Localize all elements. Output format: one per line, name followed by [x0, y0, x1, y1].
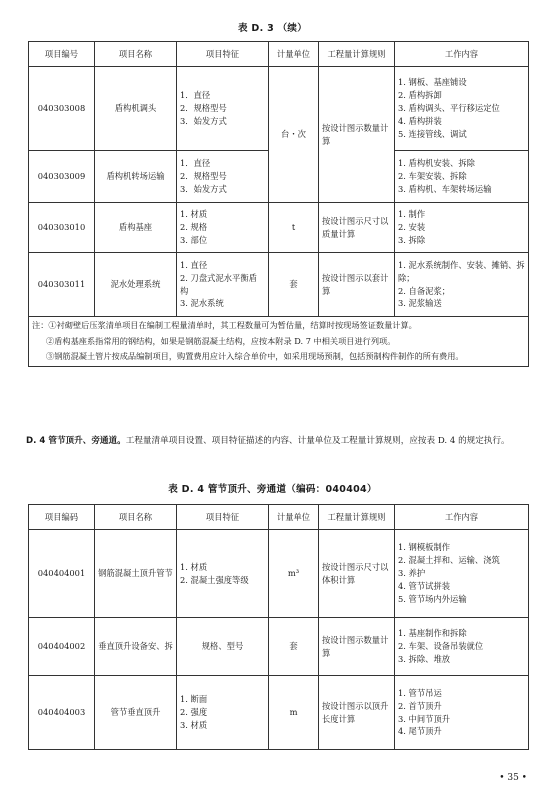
work-line: 1. 钢模板制作	[398, 542, 451, 553]
work-line: 5. 管节场内外运输	[398, 593, 467, 604]
item-work	[395, 530, 529, 618]
work-line: 2. 安装	[398, 222, 426, 233]
item-features	[177, 676, 269, 750]
item-unit: m	[269, 676, 319, 750]
item-rule: 按设计图示数量计算	[319, 67, 395, 203]
item-work	[395, 67, 529, 151]
col-header-code: 项目编码	[29, 505, 95, 530]
item-name: 钢筋混凝土顶升管节	[95, 530, 177, 618]
work-line: 2. 首节顶升	[398, 700, 442, 711]
work-line: 5. 连接管线、调试	[398, 128, 467, 139]
item-work	[395, 676, 529, 750]
item-code: 040404001	[29, 530, 95, 618]
item-work	[395, 618, 529, 676]
note-line: 注：①衬砌壁后压浆清单项目在编制工程量清单时，其工程数量可为暂估量，结算时按现场签证数量计算。	[32, 320, 417, 330]
col-header-name: 项目名称	[95, 505, 177, 530]
feature-line: 3．始发方式	[180, 115, 227, 126]
work-line: 1. 基座制作和拆除	[398, 628, 467, 639]
item-features	[177, 67, 269, 151]
feature-line: 2．规格型号	[180, 171, 227, 182]
item-code: 040303010	[29, 203, 95, 253]
item-unit: 套	[269, 618, 319, 676]
table-d3-caption: 表 D. 3 （续）	[237, 23, 308, 34]
col-header-name: 项目名称	[95, 42, 177, 67]
item-features	[177, 253, 269, 317]
col-header-work: 工作内容	[395, 505, 529, 530]
item-name: 盾构基座	[95, 203, 177, 253]
table-header-row	[29, 42, 529, 67]
item-rule: 按设计图示尺寸以体积计算	[319, 530, 395, 618]
work-line: 1. 钢板、基座铺设	[398, 77, 467, 88]
item-work	[395, 203, 529, 253]
item-work	[395, 151, 529, 203]
item-name: 盾构机转场运输	[95, 151, 177, 203]
feature-line: 1. 直径	[180, 259, 208, 270]
table-notes	[29, 317, 529, 367]
work-line: 2. 混凝土拌和、运输、浇筑	[398, 555, 500, 566]
item-name: 泥水处理系统	[95, 253, 177, 317]
work-line: 3. 拆除、堆放	[398, 653, 451, 664]
feature-line: 2. 混凝土强度等级	[180, 574, 249, 585]
feature-line: 2. 规格	[180, 222, 208, 233]
feature-line: 3. 材质	[180, 719, 208, 730]
work-line: 3. 盾构调头、平行移运定位	[398, 103, 500, 114]
col-header-features: 项目特征	[177, 505, 269, 530]
item-code: 040303008	[29, 67, 95, 151]
item-features	[177, 530, 269, 618]
table-d3	[28, 41, 529, 367]
item-rule: 按设计图示以套计算	[319, 253, 395, 317]
col-header-unit: 计量单位	[269, 505, 319, 530]
work-line: 2. 车架、设备吊装就位	[398, 641, 484, 652]
work-line: 4. 尾节顶升	[398, 726, 442, 737]
work-line: 3. 泥浆输送	[398, 298, 442, 309]
note-line: ②盾构基座系指常用的钢结构，如果是钢筋混凝土结构，应按本附录 D. 7 中相关项目进行列项。	[46, 335, 396, 346]
notes-row	[29, 317, 529, 367]
item-code: 040404002	[29, 618, 95, 676]
table-d4-caption: 表 D. 4 管节顶升、旁通道（编码：040404）	[168, 484, 377, 495]
work-line: 3. 盾构机、车架转场运输	[398, 183, 492, 194]
col-header-features: 项目特征	[177, 42, 269, 67]
item-unit: t	[269, 203, 319, 253]
col-header-rule: 工程量计算规则	[319, 505, 395, 530]
item-name: 垂直顶升设备安、拆	[95, 618, 177, 676]
work-line: 1. 盾构机安装、拆除	[398, 158, 475, 169]
col-header-work: 工作内容	[395, 42, 529, 67]
item-features	[177, 151, 269, 203]
section-text: 工程量清单项目设置、项目特征描述的内容、计量单位及工程量计算规则，应按表 D. 4 的规定执行。	[125, 436, 510, 446]
table-header-row	[29, 505, 529, 530]
work-line: 3. 中间节顶升	[398, 713, 451, 724]
work-line: 1. 管节吊运	[398, 687, 442, 698]
work-line: 1. 泥水系统制作、安装、摊销、拆除；	[398, 259, 525, 283]
table-row	[29, 253, 529, 317]
work-line: 4. 盾构拼装	[398, 115, 442, 126]
item-features	[177, 203, 269, 253]
table-row	[29, 203, 529, 253]
feature-line: 2. 强度	[180, 707, 208, 718]
feature-line: 3．始发方式	[180, 183, 227, 194]
table-d4	[28, 504, 529, 750]
feature-line: 1. 材质	[180, 561, 208, 572]
item-unit: 套	[269, 253, 319, 317]
feature-line: 1．直径	[180, 158, 211, 169]
feature-line: 2．规格型号	[180, 103, 227, 114]
table-row	[29, 67, 529, 151]
work-line: 4. 管节试拼装	[398, 580, 451, 591]
item-unit: m³	[269, 530, 319, 618]
work-line: 3. 养护	[398, 568, 426, 579]
item-features: 规格、型号	[177, 618, 269, 676]
item-code: 040404003	[29, 676, 95, 750]
feature-line: 1. 断面	[180, 694, 208, 705]
work-line: 2. 车架安装、拆除	[398, 171, 467, 182]
work-line: 3. 拆除	[398, 234, 426, 245]
note-line: ③钢筋混凝土管片按成品编制项目，购置费用应计入综合单价中，如采用现场预制，包括预制构件制作的所有费用。	[46, 351, 464, 362]
item-code: 040303009	[29, 151, 95, 203]
work-line: 1. 制作	[398, 209, 426, 220]
page-number: • 35 •	[499, 773, 527, 783]
item-name: 管节垂直顶升	[95, 676, 177, 750]
item-rule: 按设计图示尺寸以质量计算	[319, 203, 395, 253]
section-heading: D. 4 管节顶升、旁通道。	[26, 436, 126, 446]
feature-line: 3. 部位	[180, 234, 208, 245]
feature-line: 2. 刀盘式泥水平衡盾构	[180, 272, 257, 296]
item-work	[395, 253, 529, 317]
section-d4-paragraph	[26, 433, 526, 449]
table-row	[29, 530, 529, 618]
col-header-rule: 工程量计算规则	[319, 42, 395, 67]
feature-line: 1．直径	[180, 90, 211, 101]
work-line: 2. 盾构拆卸	[398, 90, 442, 101]
feature-line: 3. 泥水系统	[180, 298, 224, 309]
item-rule: 按设计图示以顶升长度计算	[319, 676, 395, 750]
col-header-unit: 计量单位	[269, 42, 319, 67]
table-row	[29, 676, 529, 750]
item-code: 040303011	[29, 253, 95, 317]
col-header-code: 项目编号	[29, 42, 95, 67]
item-unit: 台・次	[269, 67, 319, 203]
feature-line: 1. 材质	[180, 209, 208, 220]
work-line: 2. 自备泥浆；	[398, 285, 451, 296]
table-row	[29, 618, 529, 676]
item-name: 盾构机调头	[95, 67, 177, 151]
item-rule: 按设计图示数量计算	[319, 618, 395, 676]
